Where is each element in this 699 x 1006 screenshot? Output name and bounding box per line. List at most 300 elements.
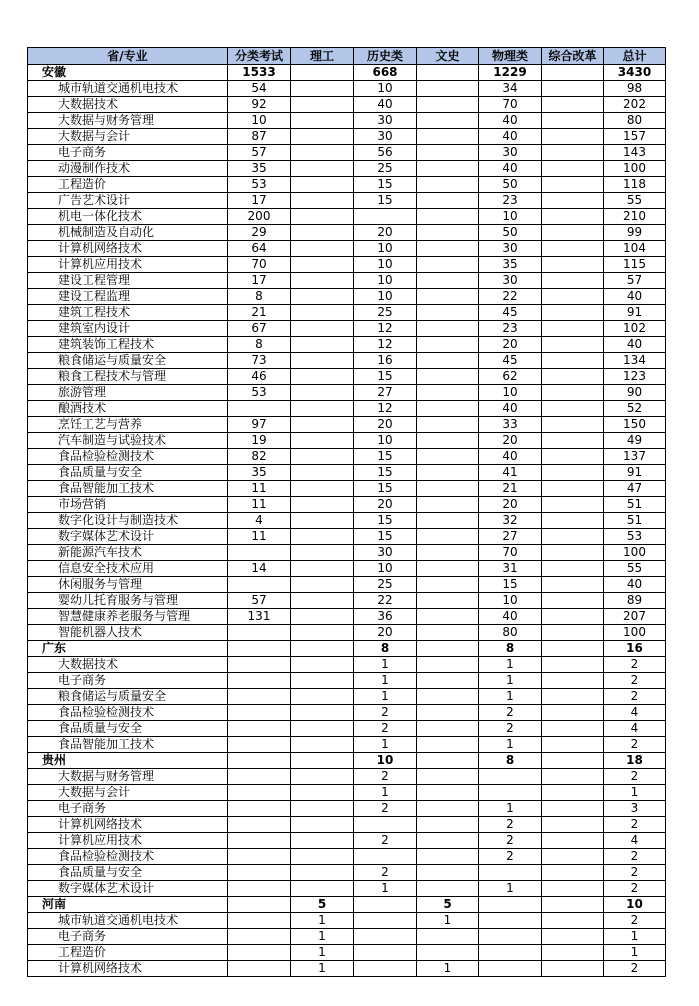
major-row	[28, 401, 666, 417]
table-cell: 143	[604, 145, 666, 161]
major-row	[28, 209, 666, 225]
table-cell	[228, 929, 291, 945]
table-cell	[291, 561, 354, 577]
table-cell: 53	[228, 385, 291, 401]
table-cell: 40	[479, 113, 542, 129]
table-cell	[417, 81, 479, 97]
table-cell: 1	[417, 961, 479, 977]
table-cell: 10	[354, 241, 417, 257]
major-row	[28, 337, 666, 353]
table-cell: 2	[604, 657, 666, 673]
table-cell: 20	[479, 433, 542, 449]
table-cell: 80	[604, 113, 666, 129]
table-cell	[417, 529, 479, 545]
table-cell: 131	[228, 609, 291, 625]
table-cell	[542, 81, 604, 97]
table-cell	[542, 209, 604, 225]
table-cell	[291, 545, 354, 561]
table-cell	[228, 785, 291, 801]
province-name: 广东	[28, 641, 228, 657]
table-cell	[354, 817, 417, 833]
major-name: 电子商务	[28, 929, 228, 945]
major-row	[28, 913, 666, 929]
table-cell: 36	[354, 609, 417, 625]
table-cell: 23	[479, 321, 542, 337]
major-name: 旅游管理	[28, 385, 228, 401]
table-cell	[542, 145, 604, 161]
table-cell: 1	[354, 689, 417, 705]
table-cell	[542, 353, 604, 369]
table-cell	[228, 705, 291, 721]
major-name: 数字化设计与制造技术	[28, 513, 228, 529]
table-cell	[542, 305, 604, 321]
major-name: 机电一体化技术	[28, 209, 228, 225]
table-cell	[542, 273, 604, 289]
enrollment-table	[27, 47, 666, 977]
major-name: 城市轨道交通机电技术	[28, 913, 228, 929]
table-cell: 1	[291, 961, 354, 977]
table-cell	[542, 657, 604, 673]
table-cell	[542, 529, 604, 545]
table-cell	[228, 753, 291, 769]
column-header: 历史类	[354, 48, 417, 65]
table-cell: 2	[604, 913, 666, 929]
major-name: 汽车制造与试验技术	[28, 433, 228, 449]
table-cell: 4	[604, 833, 666, 849]
major-name: 智能机器人技术	[28, 625, 228, 641]
table-cell: 1	[604, 945, 666, 961]
major-row	[28, 465, 666, 481]
table-cell: 2	[604, 817, 666, 833]
table-cell	[542, 497, 604, 513]
table-cell: 55	[604, 193, 666, 209]
table-cell: 2	[354, 801, 417, 817]
major-row	[28, 833, 666, 849]
table-cell: 40	[604, 337, 666, 353]
table-cell	[542, 161, 604, 177]
table-cell	[417, 145, 479, 161]
table-cell	[542, 193, 604, 209]
table-cell	[417, 401, 479, 417]
column-header: 物理类	[479, 48, 542, 65]
table-cell	[417, 545, 479, 561]
table-cell	[291, 737, 354, 753]
major-row	[28, 785, 666, 801]
table-cell	[291, 657, 354, 673]
table-cell	[291, 241, 354, 257]
table-cell: 17	[228, 273, 291, 289]
table-cell	[228, 817, 291, 833]
table-cell	[291, 881, 354, 897]
table-cell	[417, 225, 479, 241]
table-cell: 35	[228, 465, 291, 481]
table-cell: 52	[604, 401, 666, 417]
table-cell: 27	[354, 385, 417, 401]
table-cell	[542, 97, 604, 113]
table-cell: 91	[604, 305, 666, 321]
table-cell	[479, 897, 542, 913]
table-cell: 27	[479, 529, 542, 545]
table-cell: 10	[479, 593, 542, 609]
major-name: 计算机应用技术	[28, 833, 228, 849]
table-cell: 30	[354, 545, 417, 561]
column-header: 分类考试	[228, 48, 291, 65]
table-cell	[291, 833, 354, 849]
major-row	[28, 705, 666, 721]
table-cell: 4	[228, 513, 291, 529]
table-cell	[542, 289, 604, 305]
table-cell: 12	[354, 337, 417, 353]
table-cell: 102	[604, 321, 666, 337]
table-cell	[417, 321, 479, 337]
table-cell	[417, 161, 479, 177]
major-name: 计算机网络技术	[28, 817, 228, 833]
table-cell	[479, 913, 542, 929]
table-cell	[291, 849, 354, 865]
table-cell: 2	[354, 833, 417, 849]
table-cell	[228, 833, 291, 849]
table-cell: 50	[479, 177, 542, 193]
table-cell	[417, 689, 479, 705]
table-cell	[228, 401, 291, 417]
table-cell: 70	[228, 257, 291, 273]
major-name: 建设工程监理	[28, 289, 228, 305]
table-cell	[542, 849, 604, 865]
table-cell	[291, 417, 354, 433]
table-cell	[228, 673, 291, 689]
table-cell	[354, 849, 417, 865]
table-cell	[417, 209, 479, 225]
table-cell	[542, 337, 604, 353]
table-cell: 23	[479, 193, 542, 209]
table-cell	[228, 945, 291, 961]
table-cell	[228, 721, 291, 737]
table-cell: 30	[479, 273, 542, 289]
major-row	[28, 273, 666, 289]
major-name: 信息安全技术应用	[28, 561, 228, 577]
table-cell	[542, 801, 604, 817]
table-cell	[291, 289, 354, 305]
major-row	[28, 689, 666, 705]
province-name: 贵州	[28, 753, 228, 769]
table-cell: 49	[604, 433, 666, 449]
table-cell: 20	[354, 625, 417, 641]
table-cell: 1	[291, 929, 354, 945]
table-cell: 15	[354, 177, 417, 193]
table-cell	[479, 929, 542, 945]
table-cell	[228, 961, 291, 977]
major-name: 市场营销	[28, 497, 228, 513]
table-cell: 21	[228, 305, 291, 321]
table-cell: 64	[228, 241, 291, 257]
table-cell: 10	[354, 257, 417, 273]
table-cell: 50	[479, 225, 542, 241]
table-cell	[291, 769, 354, 785]
table-cell	[417, 337, 479, 353]
table-cell	[542, 929, 604, 945]
column-header: 省/专业	[28, 48, 228, 65]
table-cell	[542, 481, 604, 497]
table-cell: 35	[228, 161, 291, 177]
table-cell: 10	[228, 113, 291, 129]
major-name: 工程造价	[28, 945, 228, 961]
major-row	[28, 113, 666, 129]
major-row	[28, 801, 666, 817]
table-cell: 25	[354, 161, 417, 177]
table-cell: 29	[228, 225, 291, 241]
table-cell	[291, 129, 354, 145]
table-cell	[542, 689, 604, 705]
major-row	[28, 593, 666, 609]
table-cell: 10	[354, 273, 417, 289]
table-cell: 40	[479, 161, 542, 177]
table-cell	[354, 961, 417, 977]
major-name: 食品质量与安全	[28, 465, 228, 481]
table-cell: 70	[479, 545, 542, 561]
major-row	[28, 817, 666, 833]
major-row	[28, 881, 666, 897]
table-cell: 10	[354, 289, 417, 305]
table-cell	[417, 497, 479, 513]
major-row	[28, 497, 666, 513]
table-cell: 1	[479, 801, 542, 817]
table-cell	[542, 369, 604, 385]
table-cell	[228, 849, 291, 865]
table-cell	[542, 401, 604, 417]
table-cell: 17	[228, 193, 291, 209]
major-name: 食品智能加工技术	[28, 737, 228, 753]
table-cell	[542, 241, 604, 257]
table-cell: 40	[604, 289, 666, 305]
table-cell: 10	[354, 561, 417, 577]
major-row	[28, 513, 666, 529]
table-cell: 18	[604, 753, 666, 769]
major-row	[28, 161, 666, 177]
table-cell: 150	[604, 417, 666, 433]
major-row	[28, 177, 666, 193]
major-row	[28, 417, 666, 433]
header-row	[28, 48, 666, 65]
major-name: 粮食工程技术与管理	[28, 369, 228, 385]
table-cell: 2	[479, 849, 542, 865]
table-cell	[291, 625, 354, 641]
table-cell: 2	[604, 849, 666, 865]
table-cell	[479, 865, 542, 881]
table-cell: 8	[479, 753, 542, 769]
table-cell	[542, 705, 604, 721]
table-cell: 2	[604, 961, 666, 977]
major-name: 计算机网络技术	[28, 241, 228, 257]
table-cell	[417, 353, 479, 369]
table-cell: 40	[604, 577, 666, 593]
table-cell: 8	[228, 289, 291, 305]
table-cell	[291, 593, 354, 609]
table-cell: 10	[354, 433, 417, 449]
table-cell: 57	[228, 145, 291, 161]
table-cell: 15	[354, 193, 417, 209]
table-cell: 12	[354, 321, 417, 337]
table-cell	[417, 865, 479, 881]
table-cell	[542, 625, 604, 641]
table-cell: 100	[604, 161, 666, 177]
table-cell: 32	[479, 513, 542, 529]
table-cell	[291, 225, 354, 241]
table-cell: 2	[604, 689, 666, 705]
major-name: 城市轨道交通机电技术	[28, 81, 228, 97]
table-cell	[542, 609, 604, 625]
major-name: 计算机应用技术	[28, 257, 228, 273]
table-cell	[354, 209, 417, 225]
table-cell	[291, 801, 354, 817]
table-cell: 5	[291, 897, 354, 913]
table-cell	[542, 721, 604, 737]
table-cell: 123	[604, 369, 666, 385]
table-cell: 2	[479, 705, 542, 721]
table-cell	[417, 449, 479, 465]
table-cell: 202	[604, 97, 666, 113]
major-row	[28, 385, 666, 401]
table-cell	[417, 753, 479, 769]
major-name: 新能源汽车技术	[28, 545, 228, 561]
table-cell	[542, 225, 604, 241]
major-row	[28, 289, 666, 305]
table-cell: 668	[354, 65, 417, 81]
table-cell	[417, 257, 479, 273]
table-cell	[417, 561, 479, 577]
table-cell: 10	[479, 385, 542, 401]
table-cell	[542, 385, 604, 401]
table-cell	[291, 145, 354, 161]
major-row	[28, 929, 666, 945]
table-cell	[291, 161, 354, 177]
major-row	[28, 609, 666, 625]
table-cell	[291, 481, 354, 497]
major-row	[28, 625, 666, 641]
table-cell	[417, 97, 479, 113]
table-cell	[291, 689, 354, 705]
major-row	[28, 81, 666, 97]
table-cell: 31	[479, 561, 542, 577]
major-row	[28, 481, 666, 497]
table-cell: 22	[354, 593, 417, 609]
table-cell: 100	[604, 545, 666, 561]
major-row	[28, 449, 666, 465]
table-cell	[291, 385, 354, 401]
column-header: 综合改革	[542, 48, 604, 65]
table-cell: 10	[354, 81, 417, 97]
table-cell	[417, 513, 479, 529]
table-cell	[417, 433, 479, 449]
major-name: 大数据与会计	[28, 129, 228, 145]
table-cell: 20	[479, 497, 542, 513]
table-cell: 16	[604, 641, 666, 657]
table-cell	[542, 465, 604, 481]
table-cell	[542, 785, 604, 801]
table-cell	[291, 305, 354, 321]
table-cell	[417, 417, 479, 433]
table-cell: 51	[604, 513, 666, 529]
table-cell	[291, 113, 354, 129]
table-cell	[542, 833, 604, 849]
table-cell	[542, 561, 604, 577]
table-cell	[417, 465, 479, 481]
table-cell	[291, 97, 354, 113]
table-cell	[417, 737, 479, 753]
major-row	[28, 369, 666, 385]
major-row	[28, 721, 666, 737]
table-cell: 67	[228, 321, 291, 337]
table-cell: 45	[479, 305, 542, 321]
major-name: 广告艺术设计	[28, 193, 228, 209]
table-cell	[479, 769, 542, 785]
table-cell: 1	[354, 657, 417, 673]
major-row	[28, 225, 666, 241]
table-cell: 40	[479, 401, 542, 417]
table-cell	[417, 817, 479, 833]
table-cell	[354, 929, 417, 945]
table-cell	[417, 849, 479, 865]
table-cell: 41	[479, 465, 542, 481]
major-name: 电子商务	[28, 673, 228, 689]
major-name: 婴幼儿托育服务与管理	[28, 593, 228, 609]
table-cell: 10	[354, 753, 417, 769]
table-cell: 62	[479, 369, 542, 385]
province-name: 河南	[28, 897, 228, 913]
table-cell: 14	[228, 561, 291, 577]
table-cell	[542, 913, 604, 929]
major-row	[28, 561, 666, 577]
major-name: 酿酒技术	[28, 401, 228, 417]
table-cell: 53	[228, 177, 291, 193]
major-name: 食品检验检测技术	[28, 849, 228, 865]
table-cell	[291, 177, 354, 193]
table-cell: 1	[604, 785, 666, 801]
table-cell: 98	[604, 81, 666, 97]
major-name: 建筑装饰工程技术	[28, 337, 228, 353]
table-cell: 2	[604, 769, 666, 785]
table-cell	[417, 881, 479, 897]
table-cell	[291, 449, 354, 465]
major-row	[28, 97, 666, 113]
major-row	[28, 305, 666, 321]
table-cell	[417, 945, 479, 961]
table-cell	[291, 497, 354, 513]
table-cell: 118	[604, 177, 666, 193]
major-name: 食品智能加工技术	[28, 481, 228, 497]
major-name: 数字媒体艺术设计	[28, 881, 228, 897]
table-cell	[228, 769, 291, 785]
table-cell: 19	[228, 433, 291, 449]
table-cell: 53	[604, 529, 666, 545]
table-cell: 11	[228, 481, 291, 497]
table-cell	[542, 113, 604, 129]
table-cell	[542, 545, 604, 561]
major-name: 电子商务	[28, 801, 228, 817]
table-cell: 92	[228, 97, 291, 113]
table-cell	[291, 465, 354, 481]
table-cell: 100	[604, 625, 666, 641]
major-row	[28, 545, 666, 561]
table-cell	[291, 65, 354, 81]
table-cell	[417, 273, 479, 289]
major-row	[28, 769, 666, 785]
table-cell	[291, 577, 354, 593]
table-cell	[291, 273, 354, 289]
table-cell	[542, 817, 604, 833]
table-cell: 15	[354, 369, 417, 385]
table-cell: 8	[228, 337, 291, 353]
table-cell	[417, 113, 479, 129]
